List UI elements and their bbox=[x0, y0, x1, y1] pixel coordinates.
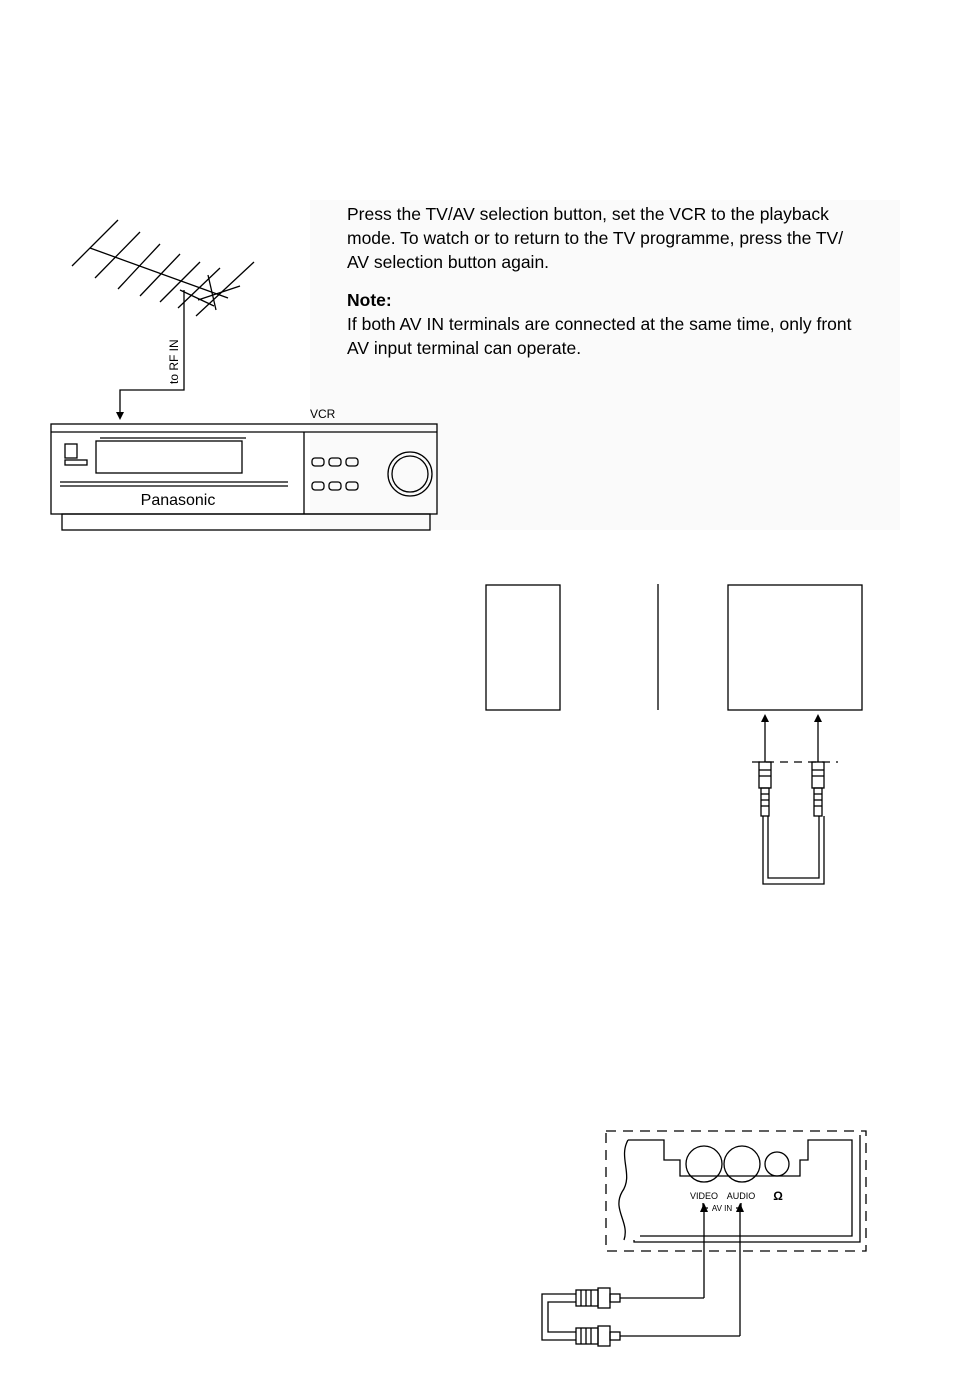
device-box-right bbox=[728, 585, 862, 710]
note-line-2: AV input terminal can operate. bbox=[347, 338, 582, 358]
note-line-1: If both AV IN terminals are connected at the same time, only front bbox=[347, 314, 852, 334]
arrow-up-icon bbox=[814, 714, 822, 722]
instruction-line-2: mode. To watch or to return to the TV programme, press the TV/ bbox=[347, 228, 844, 248]
av-cable-vertical bbox=[752, 722, 838, 884]
vcr-label: VCR bbox=[310, 407, 336, 421]
cable-arrow-icon bbox=[116, 412, 124, 420]
brand-label: Panasonic bbox=[140, 492, 216, 509]
note-heading: Note: bbox=[347, 290, 392, 310]
front-panel-illustration bbox=[542, 1131, 866, 1346]
arrow-up-icon bbox=[761, 714, 769, 722]
vcr-illustration bbox=[51, 424, 437, 530]
antenna-icon bbox=[72, 220, 254, 316]
device-box-left bbox=[486, 585, 560, 710]
video-jack-label: VIDEO bbox=[689, 1191, 719, 1201]
audio-jack-label: AUDIO bbox=[726, 1191, 756, 1201]
instruction-line-3: AV selection button again. bbox=[347, 252, 550, 272]
rf-in-label: to RF IN bbox=[167, 339, 181, 384]
av-in-label: AV IN bbox=[711, 1204, 733, 1213]
instruction-line-1: Press the TV/AV selection button, set the VCR to the playback bbox=[347, 204, 829, 224]
headphone-icon: Ω bbox=[773, 1189, 783, 1203]
